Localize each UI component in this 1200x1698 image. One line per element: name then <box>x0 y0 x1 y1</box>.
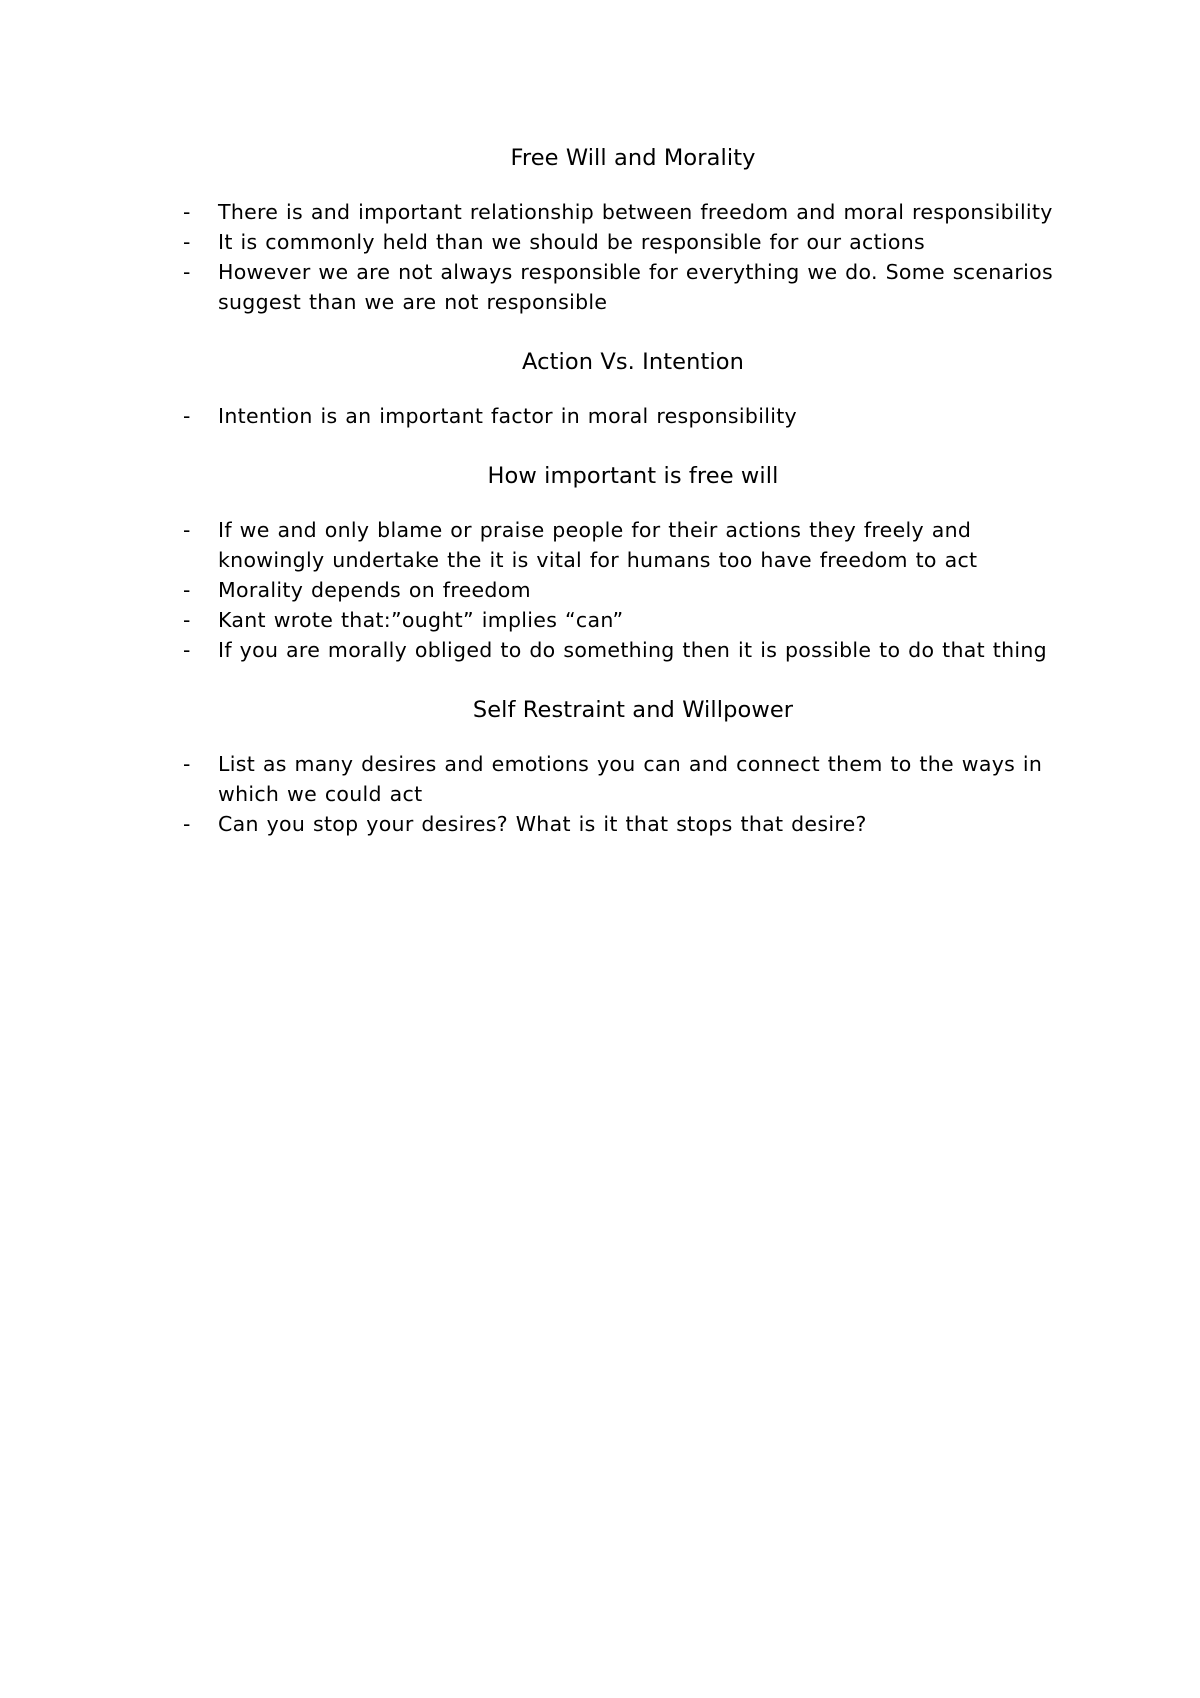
list-item <box>183 809 1063 839</box>
bullet-list <box>183 749 1063 839</box>
bullet-dash: - <box>183 230 191 254</box>
section-action-vs-intention <box>183 347 1063 431</box>
bullet-dash: - <box>183 608 191 632</box>
list-item <box>183 227 1063 257</box>
list-item <box>183 197 1063 227</box>
list-item <box>183 401 1063 431</box>
bullet-text: Morality depends on freedom <box>218 578 531 602</box>
bullet-text: However we are not always responsible for everything we do. Some scenarios suggest than we are not responsible <box>218 260 1053 314</box>
bullet-text: There is and important relationship between freedom and moral responsibility <box>218 200 1053 224</box>
list-item <box>183 515 1063 575</box>
bullet-text: Intention is an important factor in moral responsibility <box>218 404 797 428</box>
bullet-text: If we and only blame or praise people for their actions they freely and knowingly undertake the it is vital for humans too have freedom to act <box>218 518 978 572</box>
bullet-dash: - <box>183 812 191 836</box>
list-item <box>183 257 1063 317</box>
bullet-text: If you are morally obliged to do something then it is possible to do that thing <box>218 638 1047 662</box>
list-item <box>183 635 1063 665</box>
list-item <box>183 749 1063 809</box>
section-heading: Action Vs. Intention <box>522 349 744 375</box>
bullet-list <box>183 197 1063 317</box>
document-content <box>183 143 1063 869</box>
bullet-text: Kant wrote that:”ought” implies “can” <box>218 608 624 632</box>
list-item <box>183 575 1063 605</box>
bullet-dash: - <box>183 404 191 428</box>
bullet-dash: - <box>183 638 191 662</box>
bullet-dash: - <box>183 260 191 284</box>
bullet-text: Can you stop your desires? What is it that stops that desire? <box>218 812 867 836</box>
section-heading: Free Will and Morality <box>510 145 756 171</box>
bullet-list <box>183 401 1063 431</box>
section-heading: Self Restraint and Willpower <box>472 697 794 723</box>
section-how-important-is-free-will <box>183 461 1063 665</box>
bullet-dash: - <box>183 518 191 542</box>
bullet-dash: - <box>183 752 191 776</box>
section-free-will-and-morality <box>183 143 1063 317</box>
section-heading: How important is free will <box>487 463 779 489</box>
bullet-dash: - <box>183 200 191 224</box>
bullet-text: List as many desires and emotions you can and connect them to the ways in which we could act <box>218 752 1043 806</box>
bullet-dash: - <box>183 578 191 602</box>
bullet-list <box>183 515 1063 665</box>
section-self-restraint-and-willpower <box>183 695 1063 839</box>
bullet-text: It is commonly held than we should be responsible for our actions <box>218 230 926 254</box>
list-item <box>183 605 1063 635</box>
